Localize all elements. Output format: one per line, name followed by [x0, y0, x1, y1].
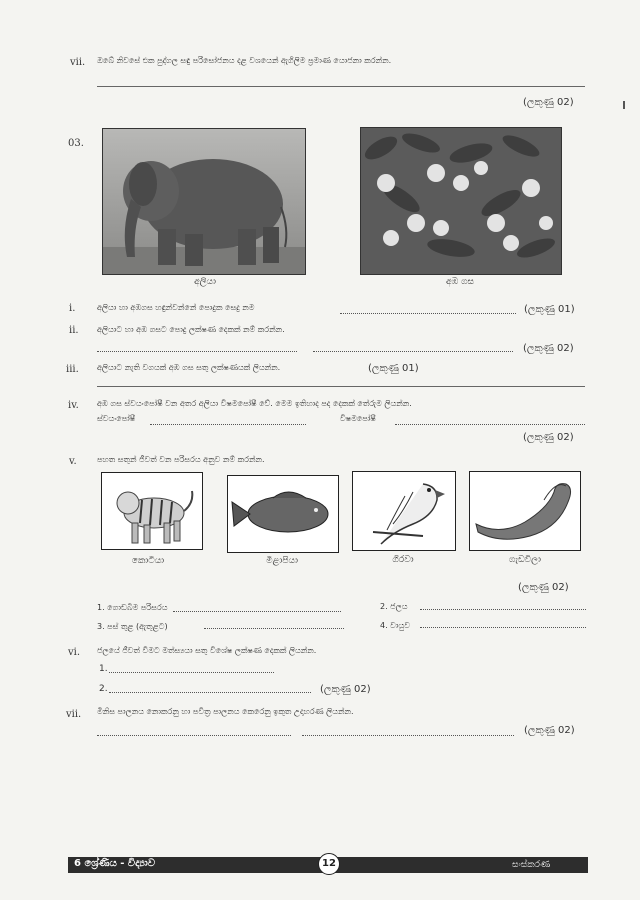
fish-image [227, 475, 339, 553]
answer-line [150, 424, 306, 425]
parrot-caption: ගිරවා [392, 555, 414, 565]
question-text: අලියා හා අඹගස හඳුන්වන්නේ පොදුක සෙදු නම [97, 303, 255, 312]
question-text: අලියාට නැති වගයක් අඹ ගස සතු ලක්ෂණයක් ලියන්න. [97, 363, 281, 372]
answer-line [97, 386, 585, 387]
answer-number-2: 2. [99, 684, 108, 694]
marks-label: (ලකුණු 01) [524, 304, 575, 315]
question-text: ඔබේ නිවසේ එක පුද්ගල සඳු පරිසෝජනය දළ වශයෙන් ඇගිලිම ප්‍රමාණ යොජනා කරන්න. [97, 56, 392, 65]
answer-line [97, 735, 291, 736]
mango-caption: අඹ ගස [446, 277, 474, 287]
question-text: ජලයේ ජීවත් වීමට මත්ස්‍යයා සතු විශේෂ ලක්ෂණ දෙකක් ලියන්න. [97, 646, 317, 655]
question-number: ii. [69, 325, 79, 336]
elephant-image [102, 128, 306, 275]
marks-label: (ලකුණු 02) [524, 725, 575, 736]
habitat-label-air: 4. වායුව [380, 621, 411, 630]
question-number: iii. [66, 364, 79, 375]
earthworm-image [469, 471, 581, 551]
answer-line [302, 735, 514, 736]
marks-label: (ලකුණු 01) [368, 363, 419, 374]
answer-line [109, 672, 274, 673]
question-number: iv. [68, 400, 79, 411]
section-number: 03. [68, 138, 84, 149]
answer-line [313, 351, 513, 352]
mango-tree-image [360, 127, 562, 275]
question-number: i. [69, 303, 76, 314]
marks-label: (ලකුණු 02) [523, 97, 574, 108]
tiger-image [101, 472, 203, 550]
question-text: අලියාට හා අඹ ගසට පොදු ලක්ෂණ දෙකක් නම් කරන්න. [97, 325, 285, 334]
answer-line [97, 351, 297, 352]
tiger-caption: කොටියා [131, 556, 165, 566]
elephant-caption: අලියා [194, 277, 216, 287]
habitat-label-land: 1. ගොඩබිම පරිසරය [97, 603, 168, 612]
answer-line [109, 692, 311, 693]
answer-line [173, 611, 341, 612]
fish-caption: මිළාපියා [266, 556, 298, 566]
marks-label: (ලකුණු 02) [523, 432, 574, 443]
margin-mark [623, 101, 625, 109]
answer-line [420, 627, 586, 628]
question-number: vii. [66, 709, 82, 720]
answer-number-1: 1. [99, 664, 108, 674]
question-number: v. [69, 456, 77, 467]
question-text: පහත සතුන් ජීවත් වන පරිසරය අනුව නම් කරන්න. [97, 455, 265, 464]
marks-label: (ලකුණු 02) [320, 684, 371, 695]
page-number: 12 [318, 853, 340, 875]
question-number: vii. [70, 57, 86, 68]
parrot-image [352, 471, 456, 551]
marks-label: (ලකුණු 02) [523, 343, 574, 354]
answer-line [395, 424, 585, 425]
habitat-label-soil: 3. පස් තුළ (ඇතුළට) [97, 622, 168, 631]
answer-line [97, 86, 585, 87]
question-number: vi. [68, 647, 81, 658]
marks-label: (ලකුණු 02) [518, 582, 569, 593]
answer-line [204, 628, 344, 629]
term-label-autotroph: ස්වයංපෝෂී [97, 414, 136, 423]
footer-publisher: සංස්කරණ [512, 860, 551, 870]
earthworm-caption: ගැඩවිලා [509, 555, 541, 565]
question-text: මිනිස පාලනය නොකරනු හා පවිත්‍ර පාලනය කෙරෙනු ඉකුත උදාහරණ ලියන්න. [97, 707, 354, 716]
answer-line [340, 313, 516, 314]
question-text: අඹ ගස ස්වයංපෝෂී වන අතර අලියා විෂමපෝෂී වේ. මෙම ඉතිහාද පද දෙකක් තේරුම ලියන්න. [97, 399, 412, 408]
term-label-heterotroph: විෂමපෝෂී [340, 414, 376, 423]
answer-line [420, 609, 586, 610]
habitat-label-water: 2. ජලය [380, 602, 408, 611]
footer-grade-subject: 6 ශ්‍රේණිය - විද්‍යාව [74, 858, 156, 869]
